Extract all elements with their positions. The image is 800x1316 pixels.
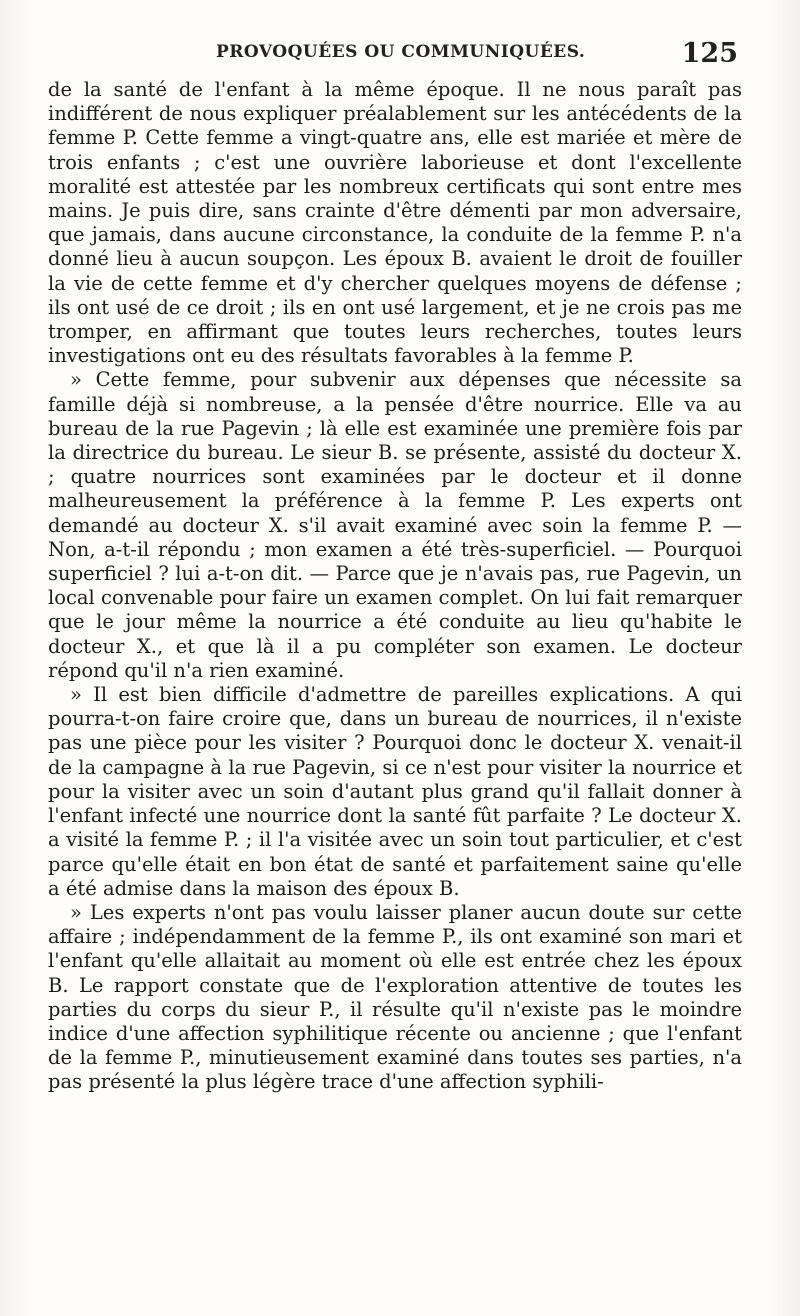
body-text — [48, 78, 742, 1095]
page-number: 125 — [681, 38, 738, 69]
paragraph-3: » Il est bien difficile d'admettre de pareilles explications. A qui pourra-t-on faire croire que, dans un bureau de nourrices, il n'existe pas une pièce pour les visiter ? Pourquoi donc le docteur X. venait-il de la campagne à la rue Pagevin, si ce n'est pour visiter la nourrice et pour la visiter avec un soin d'autant plus grand qu'il fallait donner à l'enfant infecté une nourrice dont la santé fût parfaite ? Le docteur X. a visité la femme P. ; il l'a visitée avec un soin tout particulier, et c'est parce qu'elle était en bon état de santé et parfaitement saine qu'elle a été admise dans la maison des époux B. — [48, 683, 742, 900]
running-header — [46, 38, 746, 72]
running-title: PROVOQUÉES OU COMMUNIQUÉES. — [216, 42, 586, 62]
paragraph-2: » Cette femme, pour subvenir aux dépenses que nécessite sa famille déjà si nombreuse, a la pensée d'être nourrice. Elle va au bureau de la rue Pagevin ; là elle est examinée une première fois par la directrice du bureau. Le sieur B. se présente, assisté du docteur X. ; quatre nourrices sont examinées par le docteur et il donne malheureusement la préférence à la femme P. Les experts ont demandé au docteur X. s'il avait examiné avec soin la femme P. — Non, a-t-il répondu ; mon examen a été très-superficiel. — Pourquoi superficiel ? lui a-t-on dit. — Parce que je n'avais pas, rue Pagevin, un local convenable pour faire un examen complet. On lui fait remarquer que le jour même la nourrice a été conduite au lieu qu'habite le docteur X., et que là il a pu compléter son examen. Le docteur répond qu'il n'a rien examiné. — [48, 368, 742, 682]
paragraph-4: » Les experts n'ont pas voulu laisser planer aucun doute sur cette affaire ; indépendamment de la femme P., ils ont examiné son mari et l'enfant qu'elle allaitait au moment où elle est entrée chez les époux B. Le rapport constate que de l'exploration attentive de toutes les parties du corps du sieur P., il résulte qu'il n'existe pas le moindre indice d'une affection syphilitique récente ou ancienne ; que l'enfant de la femme P., minutieusement examiné dans toutes ses parties, n'a pas présenté la plus légère trace d'une affection syphili- — [48, 900, 742, 1094]
paragraph-1: de la santé de l'enfant à la même époque. Il ne nous paraît pas indifférent de nous expliquer préalablement sur les antécédents de la femme P. Cette femme a vingt-quatre ans, elle est mariée et mère de trois enfants ; c'est une ouvrière laborieuse et dont l'excellente moralité est attestée par les nombreux certificats qui sont entre mes mains. Je puis dire, sans crainte d'être démenti par mon adversaire, que jamais, dans aucune circonstance, la conduite de la femme P. n'a donné lieu à aucun soupçon. Les époux B. avaient le droit de fouiller la vie de cette femme et d'y chercher quelques moyens de défense ; ils ont usé de ce droit ; ils en ont usé largement, et je ne crois pas me tromper, en affirmant que toutes leurs recherches, toutes leurs investigations ont eu des résultats favorables à la femme P. — [48, 78, 742, 368]
